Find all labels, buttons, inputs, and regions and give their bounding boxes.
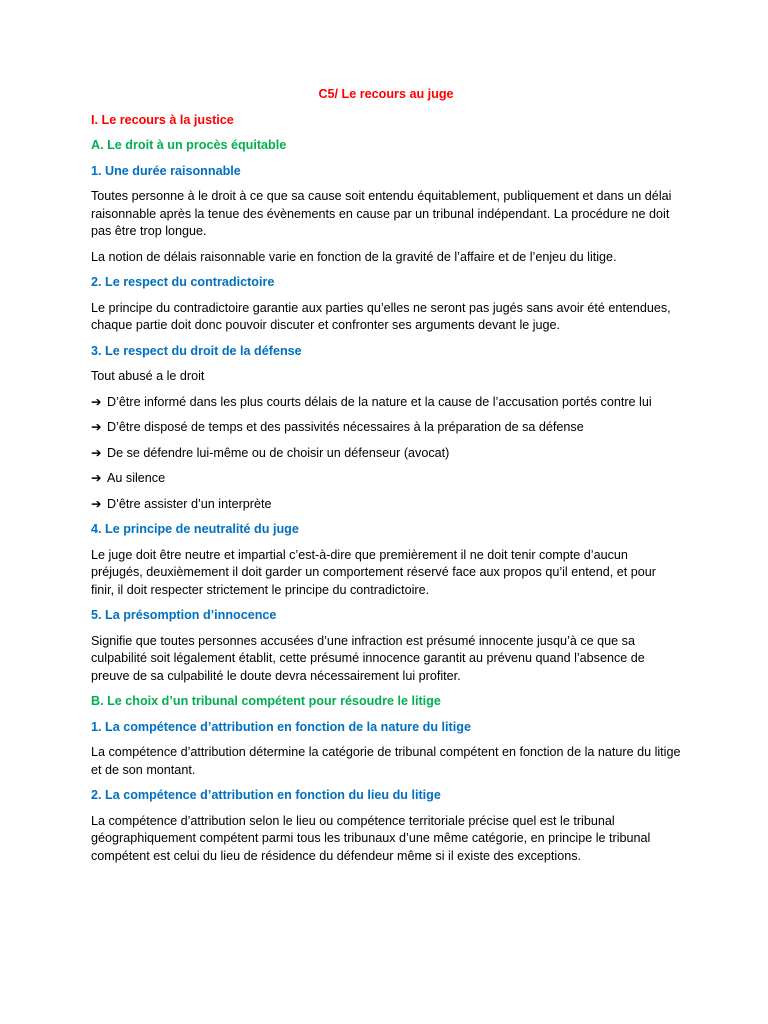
list-item-text: D’être informé dans les plus courts délais de la nature et la cause de l’accusation portés contre lui xyxy=(107,394,652,409)
paragraph: Tout abusé a le droit xyxy=(91,369,205,383)
subsection-heading-proces-equitable: A. Le droit à un procès équitable xyxy=(91,138,287,152)
heading-competence-nature: 1. La compétence d’attribution en fonction de la nature du litige xyxy=(91,719,471,734)
heading-droit-defense: 3. Le respect du droit de la défense xyxy=(91,343,302,358)
heading-duree-raisonnable: 1. Une durée raisonnable xyxy=(91,163,241,178)
list-item-text: De se défendre lui-même ou de choisir un défenseur (avocat) xyxy=(107,445,450,460)
document-title: C5/ Le recours au juge xyxy=(318,87,454,101)
paragraph: Le juge doit être neutre et impartial c’est-à-dire que premièrement il ne doit tenir compte d’aucun préjugés, deuxièmement il doit garder un comportement réservé face aux propos qu’il entend, et pour finir, il doit respecter strictement le principe du contradictoire. xyxy=(91,547,656,597)
arrow-right-icon: ➔ xyxy=(91,445,102,460)
section-heading-recours-justice: I. Le recours à la justice xyxy=(91,112,234,127)
heading-competence-lieu: 2. La compétence d’attribution en fonction du lieu du litige xyxy=(91,788,441,802)
list-item-text: Au silence xyxy=(107,471,166,485)
paragraph: Signifie que toutes personnes accusées d’une infraction est présumé innocente jusqu’à ce que sa culpabilité soit légalement établit, cette présumé innocence garantit au prévenu quand l’absence de preuve de sa culpabilité le doute devra nécessairement lui profiter. xyxy=(91,633,645,683)
heading-neutralite-juge: 4. Le principe de neutralité du juge xyxy=(91,522,299,536)
list-item xyxy=(91,496,681,514)
list-item-text: D’être disposé de temps et des passivités nécessaires à la préparation de sa défense xyxy=(107,420,584,434)
paragraph: La compétence d’attribution selon le lieu ou compétence territoriale précise quel est le tribunal géographiquement compétent parmi tous les tribunaux d’une même catégorie, en principe le tribunal compétent est celui du lieu de résidence du défendeur même si il existe des exceptions. xyxy=(91,813,651,863)
paragraph: Toutes personne à le droit à ce que sa cause soit entendu équitablement, publiquement et dans un délai raisonnable après la tenue des évènements en cause par un tribunal indépendant. La procédure ne doit pas être trop longue. xyxy=(91,189,672,238)
arrow-right-icon: ➔ xyxy=(91,496,102,511)
list-item xyxy=(91,394,681,412)
paragraph: Le principe du contradictoire garantie aux parties qu’elles ne seront pas jugés sans avoir été entendues, chaque partie doit donc pouvoir discuter et confronter ses arguments devant le juge. xyxy=(91,300,671,332)
heading-presomption-innocence: 5. La présomption d’innocence xyxy=(91,608,277,622)
arrow-right-icon: ➔ xyxy=(91,471,102,485)
paragraph: La compétence d’attribution détermine la catégorie de tribunal compétent en fonction de la nature du litige et de son montant. xyxy=(91,745,681,777)
list-item xyxy=(91,445,681,463)
subsection-heading-tribunal-competent: B. Le choix d’un tribunal compétent pour résoudre le litige xyxy=(91,694,441,708)
document-page xyxy=(91,86,681,873)
list-item xyxy=(91,419,681,437)
list-item-text: D’être assister d’un interprète xyxy=(107,496,272,511)
heading-respect-contradictoire: 2. Le respect du contradictoire xyxy=(91,275,275,289)
arrow-right-icon: ➔ xyxy=(91,394,102,409)
arrow-right-icon: ➔ xyxy=(91,420,102,434)
paragraph: La notion de délais raisonnable varie en fonction de la gravité de l’affaire et de l’enjeu du litige. xyxy=(91,249,617,264)
list-item xyxy=(91,470,681,488)
